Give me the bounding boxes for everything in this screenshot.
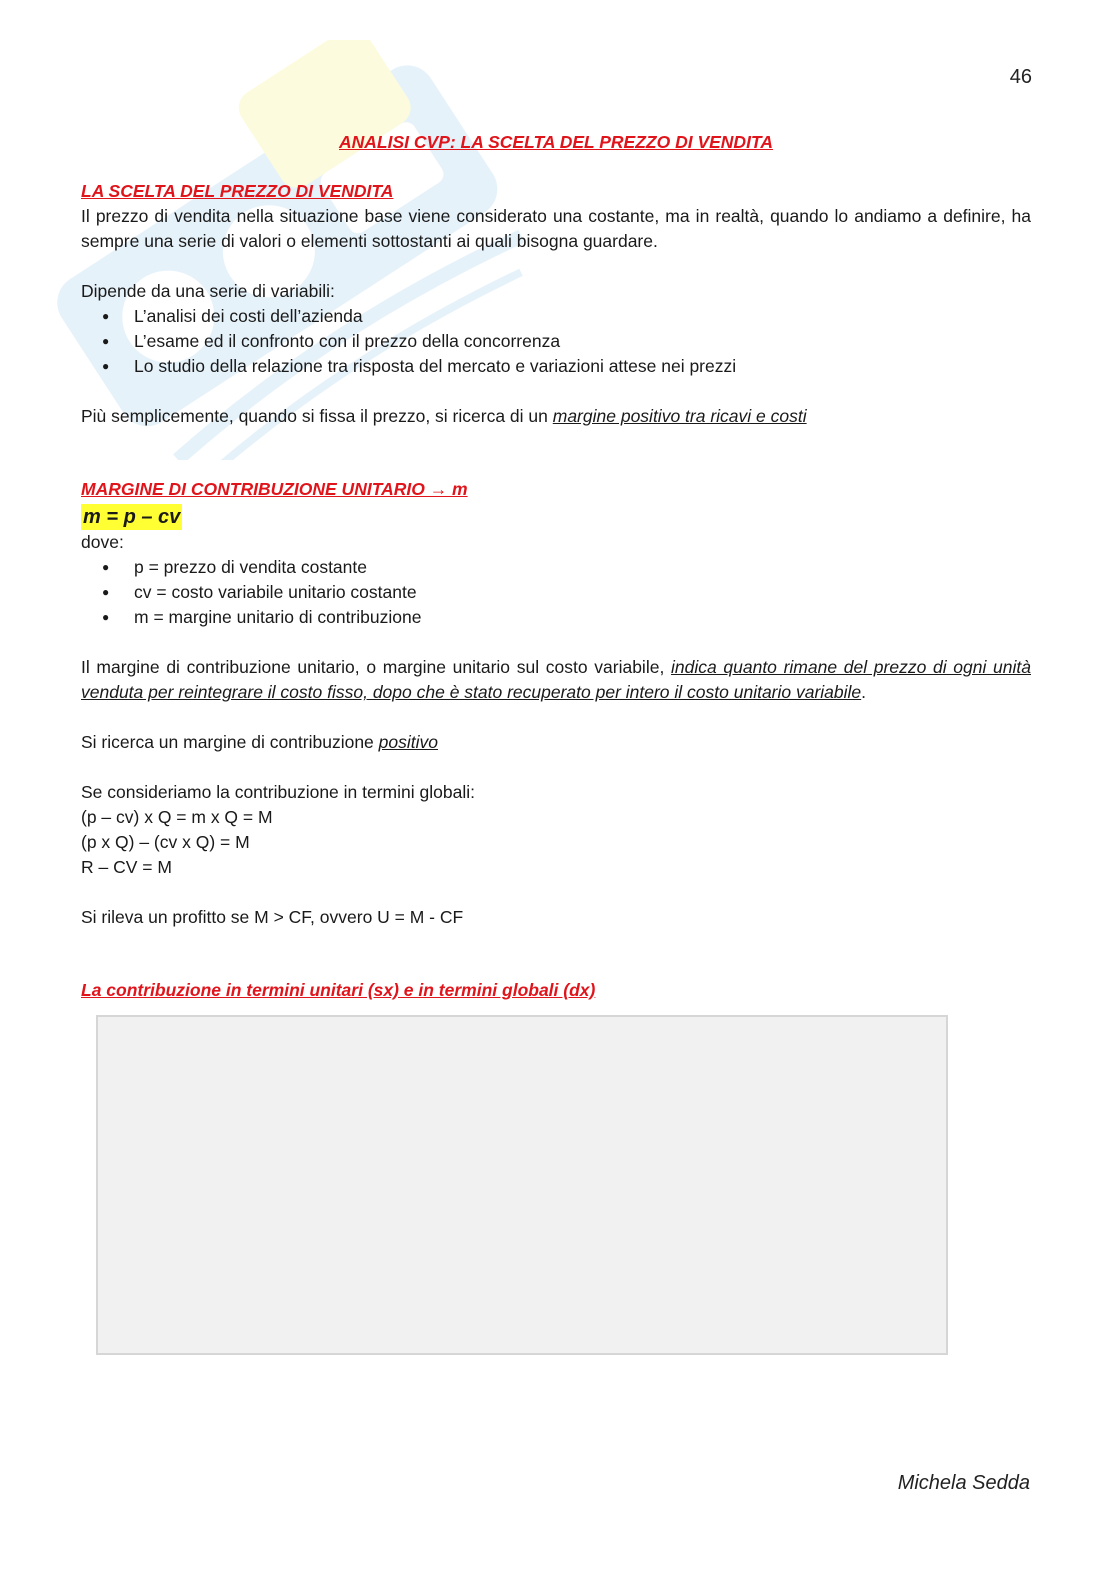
list-item: ● cv = costo variabile unitario costante [81,580,1031,605]
document-body [81,130,1031,1003]
positive-paragraph [81,730,1031,755]
document-title: ANALISI CVP: LA SCELTA DEL PREZZO DI VENDITA [339,132,773,152]
global-intro: Se consideriamo la contribuzione in termini globali: [81,782,475,802]
explanation-text: Il margine di contribuzione unitario, o margine unitario sul costo variabile, [81,657,671,677]
summary-paragraph [81,404,1031,429]
positive-emphasis: positivo [378,732,438,752]
formula-highlight: m = p – cv [83,506,181,528]
section-heading-margine: MARGINE DI CONTRIBUZIONE UNITARIO → m [81,479,468,499]
section-heading-prezzo: LA SCELTA DEL PREZZO DI VENDITA [81,181,394,201]
global-formula-1: (p – cv) x Q = m x Q = M [81,807,273,827]
list-item: ● p = prezzo di vendita costante [81,555,1031,580]
positive-text: Si ricerca un margine di contribuzione [81,732,379,752]
summary-text: Più semplicemente, quando si fissa il prezzo, si ricerca di un [81,406,553,426]
page-number: 46 [1009,66,1032,88]
variables-list [81,304,1031,379]
variables-intro: Dipende da una serie di variabili: [81,281,335,301]
list-item: ● L’analisi dei costi dell’azienda [81,304,1031,329]
intro-paragraph: Il prezzo di vendita nella situazione base viene considerato una costante, ma in realtà, quando lo andiamo a definire, ha sempre una serie di valori o elementi sottostanti ai quali bisogna guardare. [81,206,1031,251]
explanation-emphasis: indica quanto rimane del prezzo di ogni unità venduta per reintegrare il costo fisso, dopo che è stato recuperato per intero il costo unitario variabile [81,657,1031,702]
global-formula-3: R – CV = M [81,857,172,877]
profit-rule: Si rileva un profitto se M > CF, ovvero U = M - CF [81,907,464,927]
where-label: dove: [81,532,124,552]
summary-emphasis: margine positivo tra ricavi e costi [552,406,807,426]
list-item: ● m = margine unitario di contribuzione [81,605,1031,630]
explanation-paragraph [81,655,1031,705]
definitions-list [81,555,1031,630]
section-heading-figure: La contribuzione in termini unitari (sx) e in termini globali (dx) [81,980,596,1000]
explanation-end: . [861,682,867,702]
list-item: ● Lo studio della relazione tra risposta del mercato e variazioni attese nei prezzi [81,354,1031,379]
footer-author: Michela Sedda [897,1472,1030,1494]
list-item: ● L’esame ed il confronto con il prezzo della concorrenza [81,329,1031,354]
global-formula-2: (p x Q) – (cv x Q) = M [81,832,250,852]
figure-placeholder [96,1015,948,1355]
